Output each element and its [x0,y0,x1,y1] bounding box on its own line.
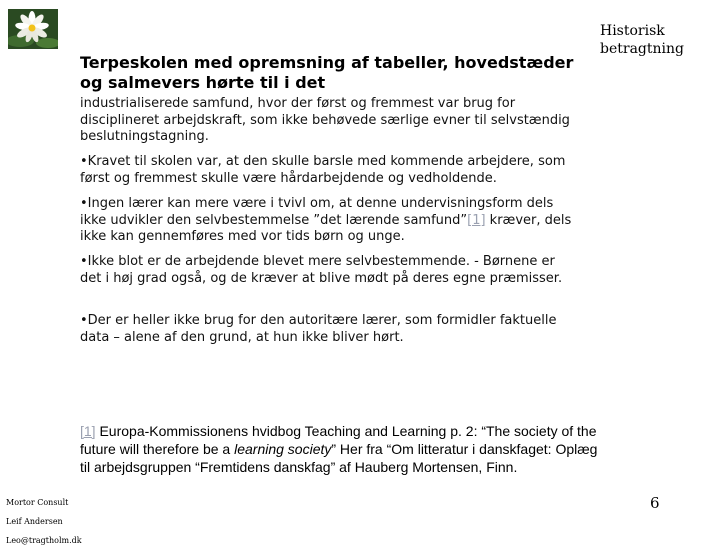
slide-section-label: Historisk betragtning [600,23,684,57]
slide-title: Terpeskolen med opremsning af tabeller, hovedstæder og salmevers hørte til i det [80,53,574,92]
intro-paragraph: industrialiserede samfund, hvor der først og fremmest var brug for disciplineret arbejdskraft, som ikke behøvede særlige evner til selvstændig beslutningstagning. [80,96,570,144]
water-lily-icon [8,9,58,49]
bullet-item: •Der er heller ikke brug for den autoritære lærer, som formidler faktuelle data – alene af den grund, at hun ikke bliver hørt. [80,313,557,345]
bullet-text: •Ingen lærer kan mere være i tvivl om, at denne undervisningsform dels ikke udvikler den selvbestemmelse ”det lærende samfund” [80,196,554,228]
bullet-item: •Ikke blot er de arbejdende blevet mere selvbestemmende. - Børnene er det i høj grad også, og de kræver at blive mødt på deres egne præmisser. [80,254,563,286]
bullet-text: kræver, dels ikke kan gennemføres med vor tids børn og unge. [80,212,572,244]
footer-credits [6,493,82,550]
footnote [80,422,600,476]
water-lily-logo [8,9,58,49]
bullet-item [80,196,580,246]
page-number: 6 [650,494,660,512]
footnote-text: ” Her fra “Om litteratur i danskfaget: Oplæg til arbejdsgruppen “Fremtidens danskfag” af Hauberg Mortensen, Finn. [80,441,598,475]
footnote-italic-text: learning society [234,441,332,457]
footnote-reference-link[interactable]: [1] [467,212,486,228]
footer-email: Leo@tragtholm.dk [6,536,82,545]
footnote-marker-link[interactable]: [1] [80,423,96,439]
footer-company: Mortor Consult [6,498,69,507]
footnote-text: Europa-Kommissionens hvidbog Teaching and Learning p. 2: “The society of the future will therefore be a [80,423,597,457]
footer-author: Leif Andersen [6,517,63,526]
bullet-item: •Kravet til skolen var, at den skulle barsle med kommende arbejdere, som først og fremmest skulle være hårdarbejdende og vedholdende. [80,154,566,186]
